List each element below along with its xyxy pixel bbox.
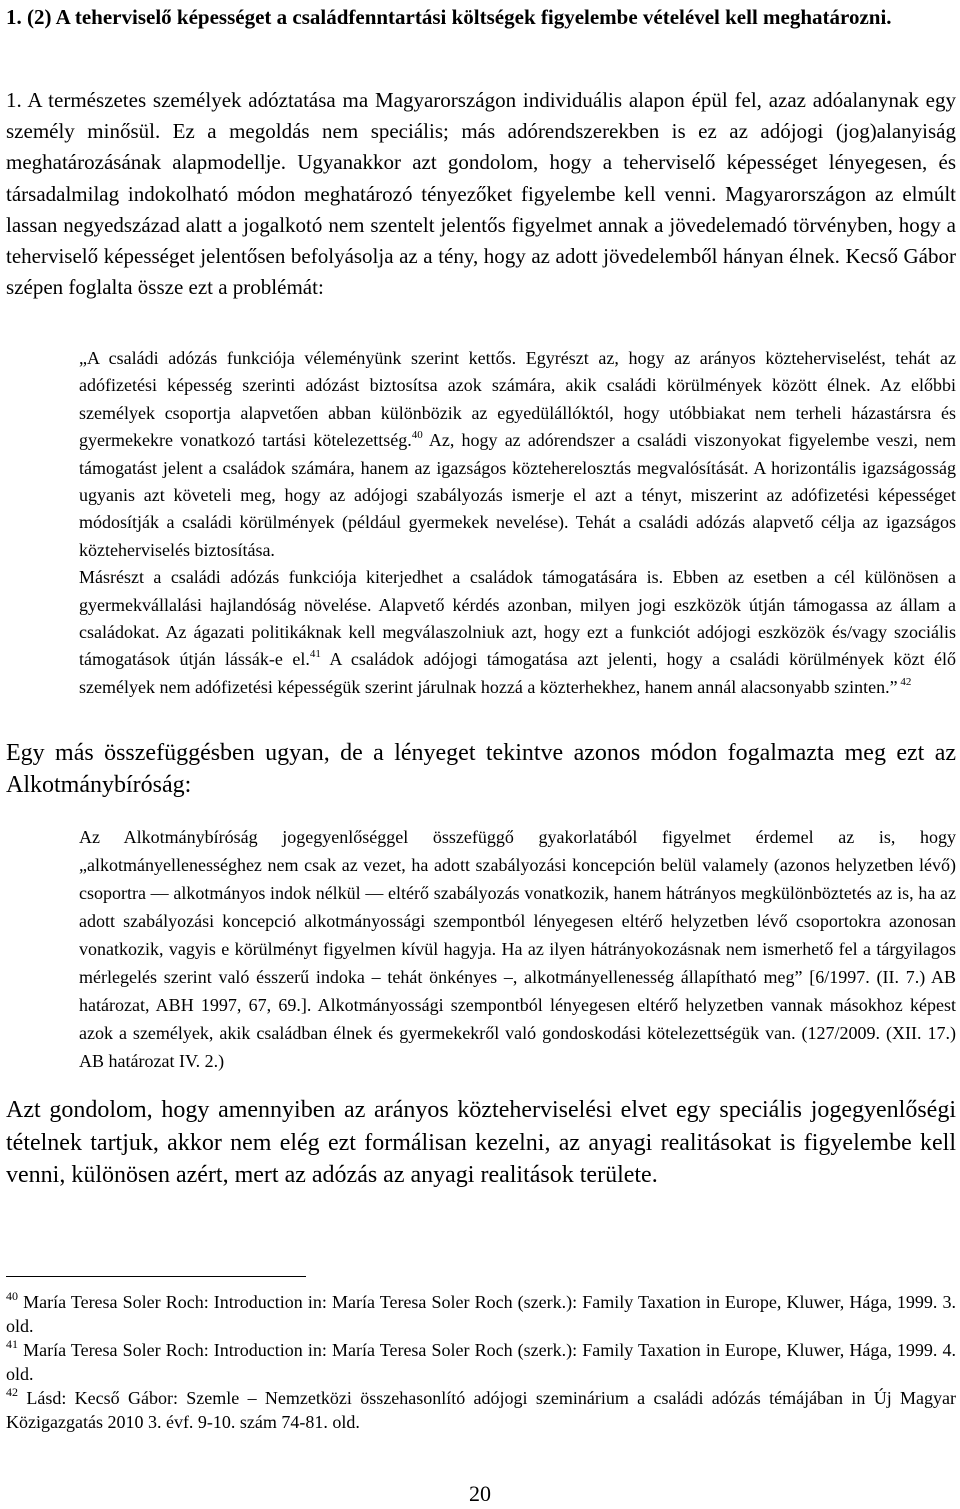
quote-1-second-paragraph [79, 564, 956, 701]
heading-text: A teherviselő képességet a családfenntartási költségek figyelembe vételével kell meghatározni. [55, 5, 892, 29]
footnote-number: 40 [6, 1289, 18, 1303]
footnote-divider [6, 1276, 306, 1277]
paragraph-2: Egy más összefüggésben ugyan, de a lényeget tekintve azonos módon fogalmazta meg ezt az Alkotmánybíróság: [6, 740, 956, 798]
heading-number: 1. (2) [6, 5, 52, 29]
footnote-number: 42 [6, 1385, 18, 1399]
footnote-ref-40[interactable]: 40 [411, 429, 423, 442]
footnote-40 [6, 1290, 956, 1338]
quote-1-part-2: Az, hogy az adórendszer a családi viszonyokat figyelembe veszi, nem támogatást jelent a családok számára, hanem az igazságos közteherelosztás megvalósítását. A horizontális igazságosság ugyanis azt követeli meg, hogy az adójogi szabályozás ismerje el azt a tényt, miszerint az adófizetési képességet módosítják a családi körülmények (például gyermekek nevelése). Tehát a családi adózás alapvető célja az igazságos közteherviselés biztosítása. [79, 430, 956, 560]
paragraph-1 [6, 85, 956, 303]
footnote-ref-41[interactable]: 41 [309, 648, 321, 661]
footnote-text: María Teresa Soler Roch: Introduction in: María Teresa Soler Roch (szerk.): Family Taxation in Europe, Kluwer, Hága, 1999. 3. old. [6, 1292, 956, 1336]
paragraph-1-text: A természetes személyek adóztatása ma Magyarországon individuális alapon épül fel, azaz adóalanynak egy személy minősül. Ez a megoldás nem speciális; más adórendszerekben is ez az adójogi (jog)alanyiság meghatározásának alapmodellje. Ugyanakkor azt gondolom, hogy a teherviselő képességet lényegesen, és társadalmilag indokolható módon meghatározó tényezőket figyelembe kell venni. Magyarországon az elmúlt lassan negyedszázad alatt a jogalkotó nem szentelt jelentős figyelmet annak a jövedelemadó törvényben, hogy a teherviselő képességet jelentősen befolyásolja az a tény, hogy az adott jövedelemből hányan élnek. Kecső Gábor szépen foglalta össze ezt a problémát: [6, 88, 956, 300]
footnote-text: Lásd: Kecső Gábor: Szemle – Nemzetközi összehasonlító adójogi szeminárium a családi adózás témájában in Új Magyar Közigazgatás 2010 3. évf. 9-10. szám 74-81. old. [6, 1388, 957, 1432]
quote-1-part-3: Másrészt a családi adózás funkciója kiterjedhet a családok támogatására is. Ebben az esetben a cél különösen a gyermekvállalási hajlandóság növelése. Alapvető kérdés azonban, milyen jogi eszközök útján támogassa az állam a családokat. Az ágazati politikáknak kell megválaszolniuk azt, hogy ezt a funkciót adójogi eszközök és/vagy szociális támogatások útján lássák-e el. [79, 567, 956, 670]
footnote-ref-42[interactable]: 42 [897, 675, 912, 688]
footnote-42 [6, 1386, 956, 1434]
footnote-number: 41 [6, 1337, 18, 1351]
page-number: 20 [469, 1481, 491, 1506]
block-quote-1 [79, 345, 956, 701]
footnote-text: María Teresa Soler Roch: Introduction in: María Teresa Soler Roch (szerk.): Family Taxation in Europe, Kluwer, Hága, 1999. 4. old. [6, 1340, 956, 1384]
block-quote-2: Az Alkotmánybíróság jogegyenlőséggel összefüggő gyakorlatából figyelmet érdemel az is, hogy „alkotmányellenességhez nem csak az vezet, ha adott szabályozási koncepción belül valamely (azonos helyzetben lévő) csoportra — alkotmányos indok nélkül — eltérő szabályozás vonatkozik, hanem hátrányos megkülönböztetés az is, ha az adott szabályozási koncepció alkotmányossági szempontból lényegesen eltérő helyzetben lévő csoportokra azonosan vonatkozik, vagyis e körülményt figyelmen kívül hagyja. Ha az ilyen hátrányokozásnak nem ismerhető fel a tárgyilagos mérlegelés szerint való ésszerű indoka – tehát önkényes –, alkotmányellenesség állapítható meg” [6/1997. (II. 7.) AB határozat, ABH 1997, 67, 69.]. Alkotmányossági szempontból lényegesen eltérő helyzetben vannak másokhoz képest azok a személyek, akik családban élnek és gyermekekről való gondoskodási kötelezettségük van. (127/2009. (XII. 17.) AB határozat IV. 2.) [79, 827, 956, 1071]
paragraph-1-number: 1. [6, 88, 22, 112]
quote-1-part-4: A családok adójogi támogatása azt jelenti, hogy a családi körülmények közt élő személyek nem adófizetési képességük szerint járulnak hozzá a közterhekhez, hanem annál alacsonyabb szinten.” [79, 649, 957, 697]
footnotes [6, 1290, 956, 1434]
section-heading [6, 2, 956, 33]
footnote-41 [6, 1338, 956, 1386]
paragraph-3: Azt gondolom, hogy amennyiben az arányos közteherviselési elvet egy speciális jogegyenlőségi tételnek tartjuk, akkor nem elég ezt formálisan kezelni, az anyagi realitásokat is figyelembe kell venni, különösen azért, mert az adózás az anyagi realitások területe. [6, 1097, 956, 1188]
quote-1-part-1: „A családi adózás funkciója véleményünk szerint kettős. Egyrészt az, hogy az arányos közteherviselést, tehát az adófizetési képesség szerinti adózást biztosítsa azok számára, akik családi körülmények között élnek. Az előbbi személyek csoportja alapvetően abban különbözik az egyedülállóktól, hogy utóbbiakat nem terheli házastársra és gyermekekre vonatkozó tartási kötelezettség. [79, 348, 956, 451]
